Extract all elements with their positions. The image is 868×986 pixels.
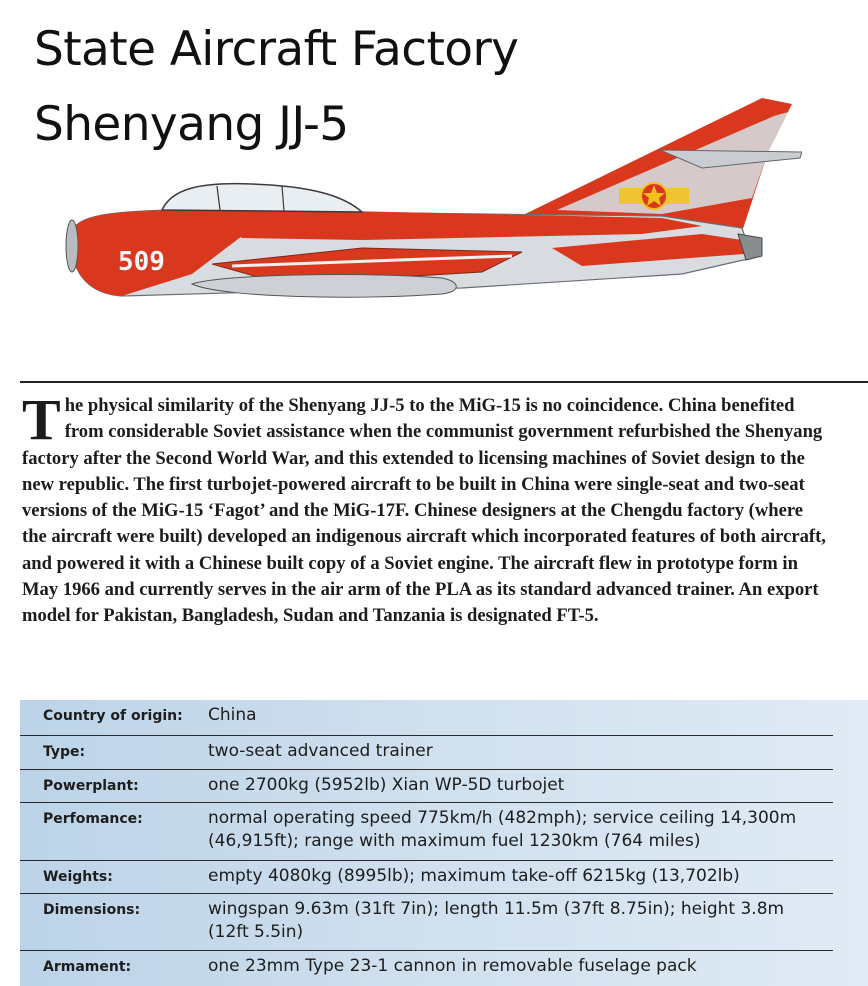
spec-value: wingspan 9.63m (31ft 7in); length 11.5m (37ft 8.75in); height 3.8m (12ft 5.5in) (208, 899, 785, 942)
specifications-table (20, 700, 868, 986)
description-text: he physical similarity of the Shenyang JJ-5 to the MiG-15 is no coincidence. China benefited from considerable Soviet assistance when the communist government refurbished the Shenyang factory after the Second World War, and this extended to licensing machines of Soviet design to the new republic. The first turbojet-powered aircraft to be built in China were single-seat and two-seat versions of the MiG-15 ‘Fagot’ and the MiG-17F. Chinese designers at the Chengdu factory (where the aircraft were built) developed an indigenous aircraft which incorporated features of both aircraft, and powered it with a Chinese built copy of a Soviet engine. The aircraft flew in prototype form in May 1966 and currently serves in the air arm of the PLA as its standard advanced trainer. An export model for Pakistan, Bangladesh, Sudan and Tanzania is designated FT-5. (22, 395, 826, 627)
spec-value: normal operating speed 775km/h (482mph); service ceiling 14,300m (46,915ft); range with maximum fuel 1230km (764 miles) (208, 808, 797, 851)
aircraft-illustration (62, 88, 802, 328)
tail-number: 509 (118, 247, 165, 277)
spec-label: Weights: (43, 869, 113, 885)
spec-label: Armament: (43, 959, 132, 975)
page-title-line-2: Shenyang JJ-5 (34, 97, 349, 152)
spec-row-powerplant (20, 770, 833, 803)
spec-row-type (20, 736, 833, 770)
section-divider (20, 381, 868, 383)
spec-value: empty 4080kg (8995lb); maximum take-off 6215kg (13,702lb) (208, 866, 740, 886)
spec-row-performance (20, 803, 833, 861)
page-title-line-1: State Aircraft Factory (34, 22, 519, 77)
drop-tank (192, 275, 456, 298)
spec-row-weights (20, 861, 833, 894)
spec-value: one 23mm Type 23-1 cannon in removable fuselage pack (208, 956, 697, 976)
spec-label: Country of origin: (43, 708, 183, 724)
spec-label: Perfomance: (43, 811, 143, 827)
canopy (162, 184, 362, 212)
spec-value: China (208, 705, 257, 725)
spec-value: one 2700kg (5952lb) Xian WP-5D turbojet (208, 775, 565, 795)
spec-label: Type: (43, 744, 86, 760)
drop-cap: T (22, 387, 61, 452)
spec-label: Dimensions: (43, 902, 141, 918)
spec-value: two-seat advanced trainer (208, 741, 433, 761)
description-paragraph (22, 387, 832, 630)
spec-row-armament (20, 951, 833, 984)
spec-label: Powerplant: (43, 778, 139, 794)
spec-row-country (20, 700, 833, 736)
spec-row-dimensions (20, 894, 833, 951)
intake (66, 220, 78, 272)
